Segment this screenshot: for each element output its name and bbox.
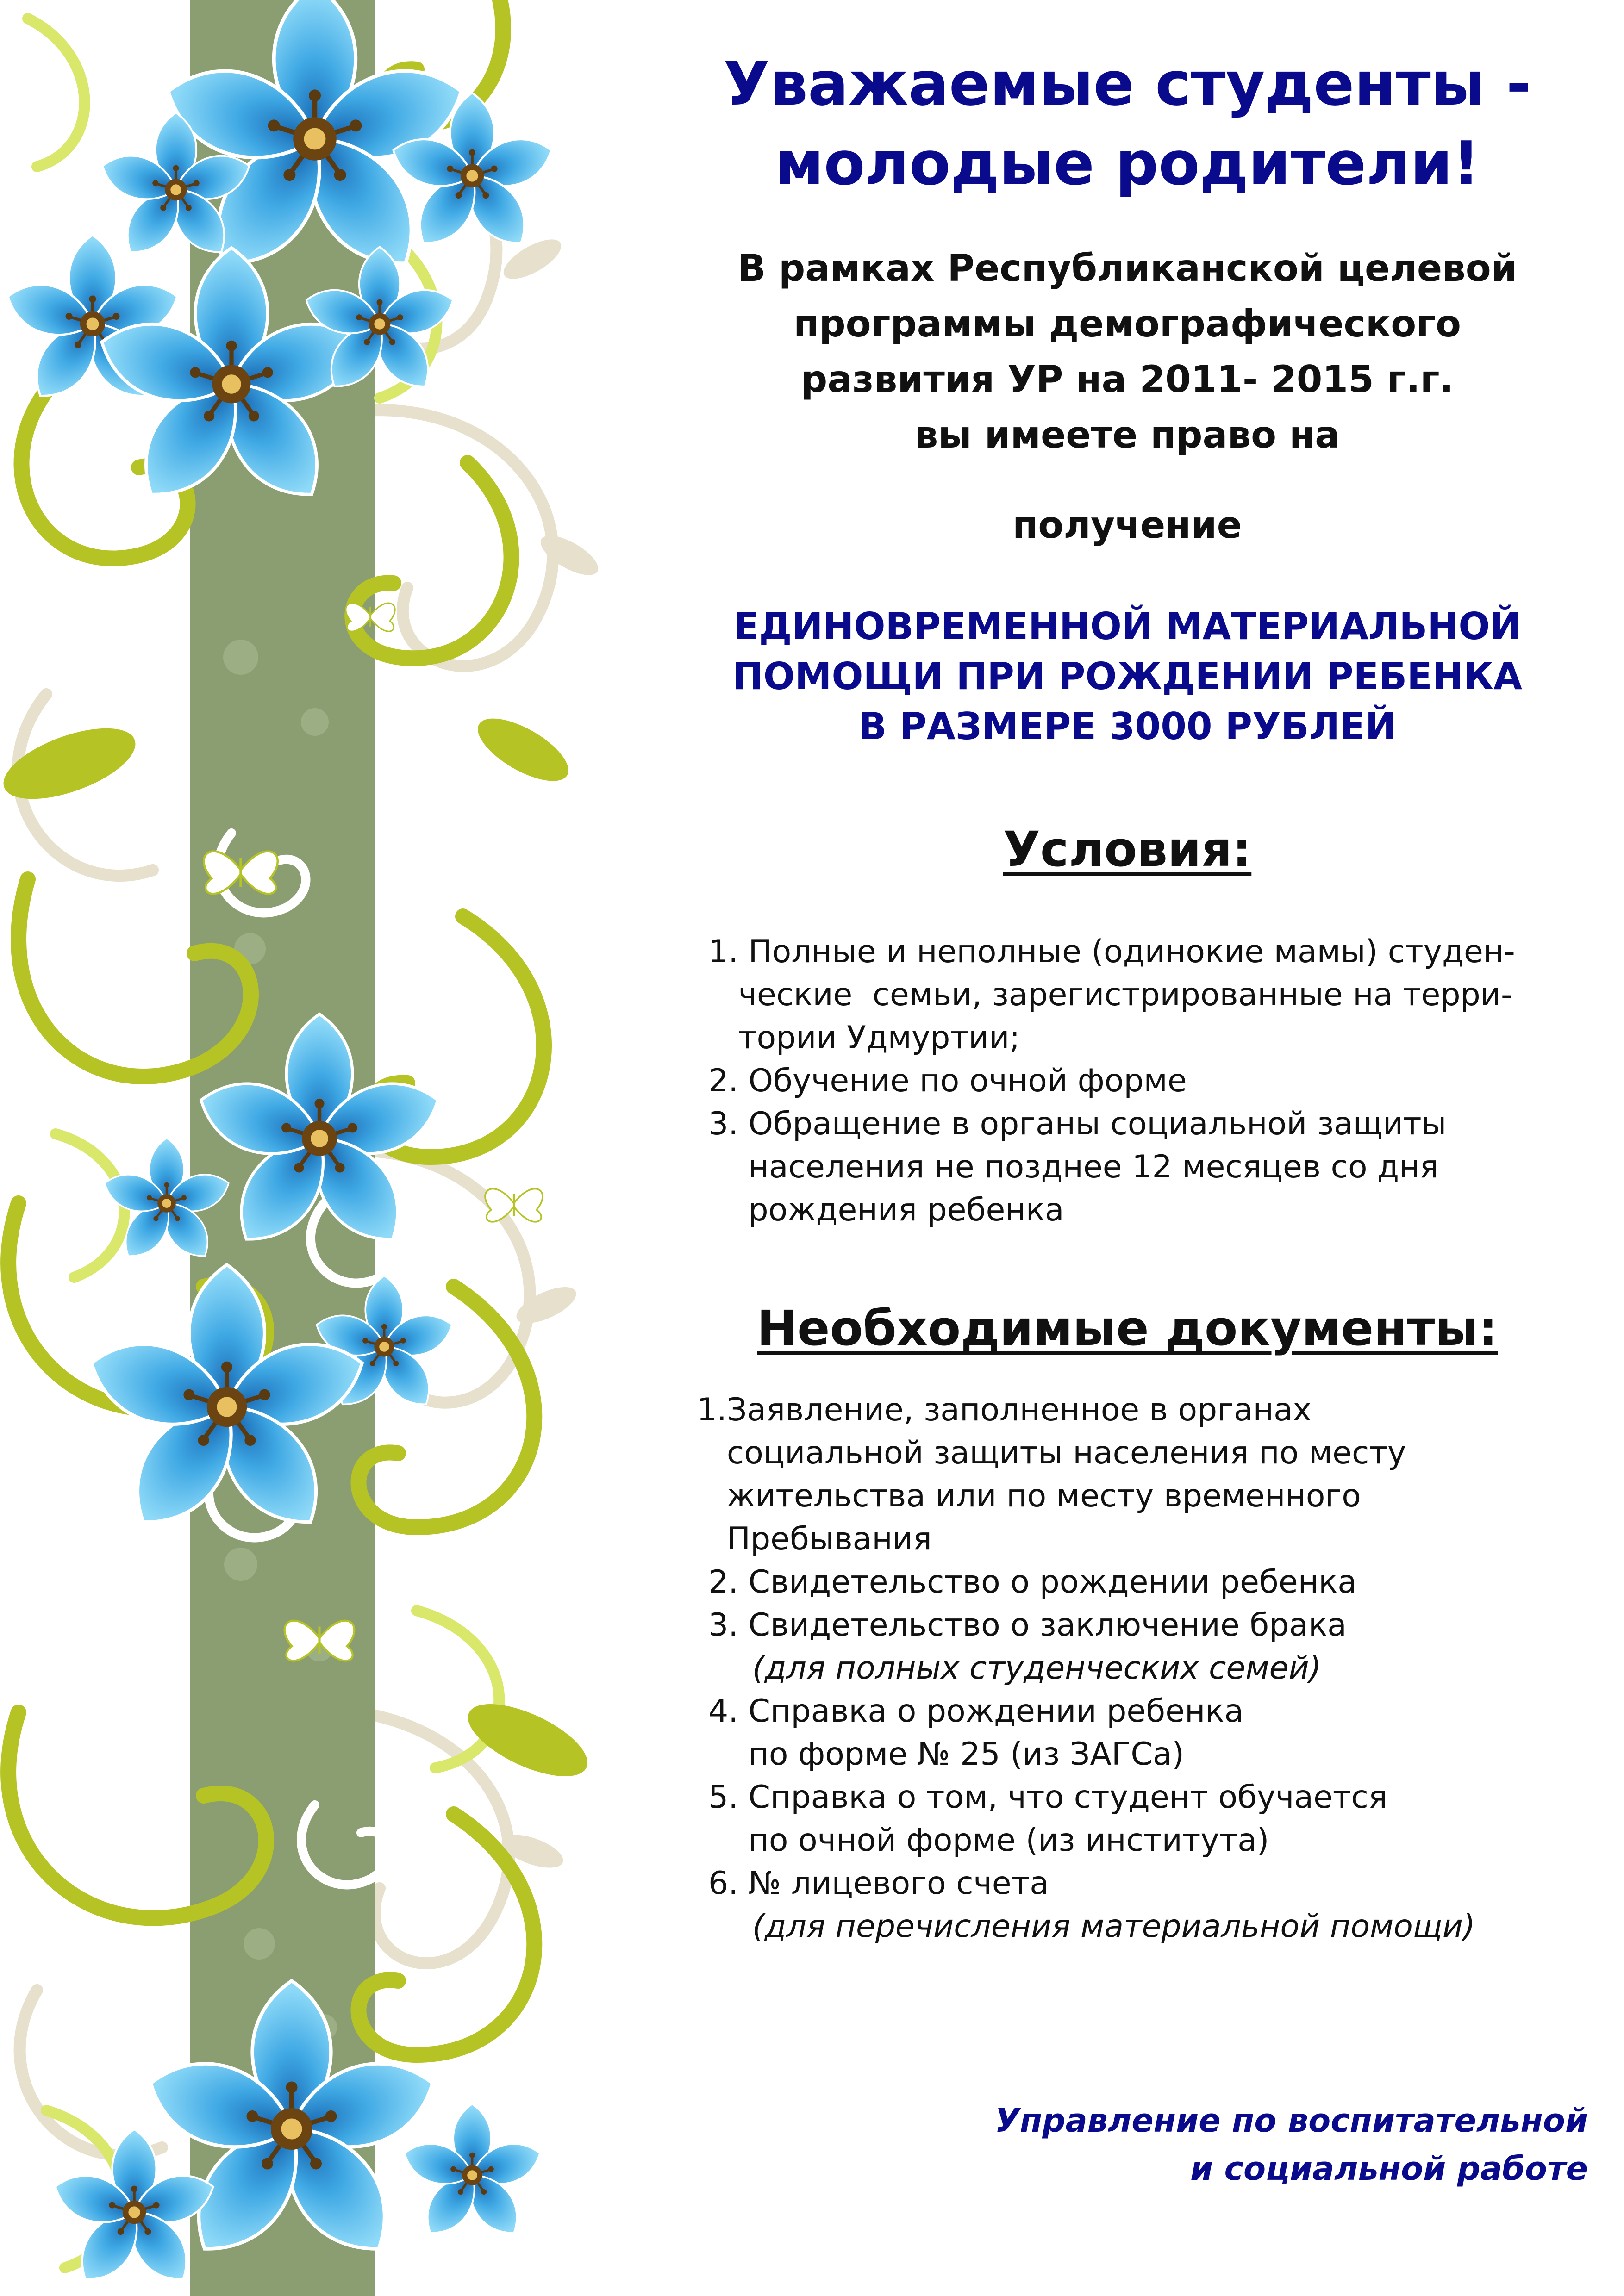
documents-line: 2. Свидетельство о рождении ребенка [708, 1564, 1357, 1600]
documents-note: (для полных студенческих семей) [752, 1650, 1322, 1686]
intro-line-4: вы имеете право на [914, 413, 1340, 456]
benefit-line-3: В РАЗМЕРЕ 3000 РУБЛЕЙ [858, 705, 1396, 748]
intro-line-3: развития УР на 2011- 2015 г.г. [801, 358, 1454, 401]
conditions-list [708, 930, 1611, 1232]
documents-list [697, 1388, 1599, 1948]
footer-signature [639, 2097, 1588, 2193]
documents-heading-text: Необходимые документы: [757, 1300, 1498, 1356]
title-line-2: молодые родители! [775, 128, 1480, 199]
documents-heading [639, 1298, 1616, 1358]
conditions-line: ческие семьи, зарегистрированные на терри- [708, 977, 1512, 1013]
conditions-heading [639, 819, 1616, 879]
benefit-text [639, 602, 1616, 752]
documents-line: по очной форме (из института) [708, 1822, 1269, 1859]
documents-line: 1.Заявление, заполненное в органах [697, 1392, 1312, 1428]
receive-label: получение [1012, 504, 1242, 547]
documents-line: 5. Справка о том, что студент обучается [708, 1779, 1387, 1816]
conditions-line: 1. Полные и неполные (одинокие мамы) студен- [708, 933, 1515, 970]
poster-content [639, 0, 1616, 2296]
footer-line-1: Управление по воспитательной [995, 2102, 1588, 2140]
footer-line-2: и социальной работе [1190, 2150, 1588, 2188]
benefit-line-2: ПОМОЩИ ПРИ РОЖДЕНИИ РЕБЕНКА [732, 655, 1523, 698]
documents-line: социальной защиты населения по месту [697, 1435, 1406, 1471]
documents-line: жительства или по месту временного [697, 1478, 1361, 1514]
conditions-line: 2. Обучение по очной форме [708, 1063, 1187, 1099]
title-line-1: Уважаемые студенты - [723, 49, 1531, 119]
documents-note: (для перечисления материальной помощи) [752, 1908, 1475, 1945]
intro-line-1: В рамках Республиканской целевой [737, 247, 1517, 290]
documents-line: Пребывания [697, 1521, 932, 1557]
poster-title [639, 44, 1616, 203]
benefit-line-1: ЕДИНОВРЕМЕННОЙ МАТЕРИАЛЬНОЙ [733, 605, 1521, 648]
documents-line: 6. № лицевого счета [708, 1865, 1049, 1902]
conditions-line: 3. Обращение в органы социальной защиты [708, 1106, 1447, 1142]
documents-line: 3. Свидетельство о заключение брака [708, 1607, 1347, 1643]
documents-line: 4. Справка о рождении ребенка [708, 1693, 1244, 1730]
documents-line: по форме № 25 (из ЗАГСа) [708, 1736, 1185, 1773]
conditions-line: рождения ребенка [708, 1192, 1064, 1228]
conditions-heading-text: Условия: [1003, 821, 1252, 877]
intro-line-2: программы демографического [793, 302, 1461, 345]
conditions-line: населения не позднее 12 месяцев со дня [708, 1149, 1439, 1185]
floral-border-icon [0, 0, 630, 2296]
conditions-line: тории Удмуртии; [708, 1020, 1020, 1056]
intro-text [639, 241, 1616, 463]
